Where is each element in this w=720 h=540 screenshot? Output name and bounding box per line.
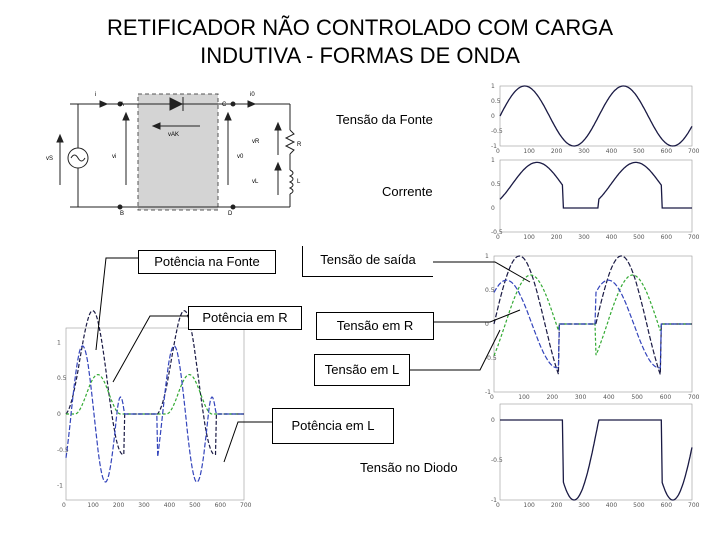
y-tick-label: 0 (491, 205, 495, 212)
circuit-label-i: i (95, 92, 97, 98)
y-tick-label: -1 (491, 143, 497, 150)
y-tick-label: -0.5 (491, 128, 503, 135)
x-tick-label: 400 (605, 502, 618, 509)
y-tick-label: 0 (491, 113, 495, 120)
x-tick-label: 700 (688, 502, 700, 509)
x-tick-label: 100 (518, 394, 530, 401)
x-tick-label: 500 (633, 148, 645, 155)
label-tensao-diodo: Tensão no Diodo (360, 460, 458, 475)
x-tick-label: 600 (660, 502, 673, 509)
resistor-icon (286, 130, 294, 154)
y-tick-label: -0.5 (491, 457, 503, 464)
circuit-label-b: B (120, 211, 125, 217)
y-tick-label: -1 (57, 482, 63, 490)
circuit-label-vak: vAK (168, 132, 180, 138)
circuit-label-C: C (222, 102, 227, 108)
y-tick-label: -1 (491, 497, 497, 504)
plot-frame (500, 160, 692, 232)
x-tick-label: 500 (633, 234, 645, 241)
label-potencia-l: Potência em L (272, 408, 394, 444)
label-tensao-l: Tensão em L (314, 354, 410, 386)
x-tick-label: 500 (631, 394, 643, 401)
x-tick-label: 600 (214, 502, 227, 509)
x-tick-label: 200 (546, 394, 559, 401)
circuit-label-r: R (297, 142, 302, 148)
x-tick-label: 200 (550, 502, 563, 509)
y-tick-label: 0.5 (485, 287, 495, 294)
label-tensao-fonte: Tensão da Fonte (336, 112, 433, 127)
x-tick-label: 700 (240, 502, 252, 509)
x-tick-label: 100 (523, 234, 535, 241)
x-tick-label: 600 (660, 234, 673, 241)
x-tick-label: 500 (633, 502, 645, 509)
x-tick-label: 0 (496, 234, 500, 241)
circuit-label-i0: i0 (250, 92, 255, 98)
title-line-2: INDUTIVA - FORMAS DE ONDA (200, 43, 520, 68)
x-tick-label: 300 (574, 394, 587, 401)
y-tick-label: 1 (57, 339, 61, 347)
circuit-label-d: D (228, 211, 233, 217)
y-tick-label: 0.5 (57, 375, 67, 383)
x-tick-label: 400 (605, 148, 618, 155)
x-tick-label: 300 (578, 234, 590, 241)
circuit-diagram (57, 94, 294, 210)
switch-block (138, 94, 218, 210)
y-tick-label: 1 (485, 253, 489, 260)
y-tick-label: 1 (491, 83, 495, 90)
label-tensao-r: Tensão em R (316, 312, 434, 340)
inductor-icon (290, 170, 293, 194)
y-tick-label: 0 (485, 321, 489, 328)
y-tick-label: 0.5 (491, 181, 501, 188)
x-tick-label: 0 (490, 394, 494, 401)
x-tick-label: 400 (163, 502, 176, 509)
label-potencia-fonte: Potência na Fonte (138, 250, 276, 274)
x-tick-label: 100 (87, 502, 99, 509)
x-tick-label: 700 (688, 148, 700, 155)
plot-tensao-diodo (491, 404, 700, 509)
x-tick-label: 600 (659, 394, 672, 401)
plot-corrente (491, 157, 700, 241)
x-tick-label: 500 (189, 502, 201, 509)
x-tick-label: 700 (688, 394, 700, 401)
x-tick-label: 0 (496, 502, 500, 509)
circuit-label-vs: vS (46, 156, 54, 162)
circuit-label-l: L (297, 179, 301, 185)
y-tick-label: -0.5 (491, 229, 503, 236)
x-tick-label: 100 (523, 502, 535, 509)
circuit-label-vl: vL (252, 179, 259, 185)
y-tick-label: 0 (57, 411, 61, 418)
x-tick-label: 0 (496, 148, 500, 155)
x-tick-label: 700 (688, 234, 700, 241)
y-tick-label: -1 (485, 389, 491, 396)
x-tick-label: 100 (523, 148, 535, 155)
x-tick-label: 200 (550, 148, 563, 155)
x-tick-label: 0 (62, 502, 66, 509)
y-tick-label: 0 (491, 417, 495, 424)
circuit-label-vr: vR (252, 139, 260, 145)
plot-tensao-fonte (491, 83, 700, 155)
circuit-label-vo: v0 (237, 154, 244, 160)
x-tick-label: 300 (578, 148, 590, 155)
title-line-1: RETIFICADOR NÃO CONTROLADO COM CARGA (106, 15, 614, 40)
y-tick-label: 0.5 (491, 98, 501, 105)
plot-potencia (57, 311, 252, 509)
x-tick-label: 600 (660, 148, 673, 155)
x-tick-label: 200 (112, 502, 125, 509)
x-tick-label: 400 (605, 234, 618, 241)
y-tick-label: -0.5 (485, 355, 497, 362)
x-tick-label: 300 (578, 502, 590, 509)
x-tick-label: 300 (138, 502, 150, 509)
y-tick-label: -0.5 (57, 446, 69, 454)
circuit-label-vi: vi (112, 154, 117, 160)
label-potencia-r: Potência em R (188, 306, 302, 330)
circuit-label-A: A (120, 102, 125, 108)
label-tensao-saida: Tensão de saída (302, 246, 433, 277)
x-tick-label: 400 (603, 394, 615, 401)
x-tick-label: 200 (550, 234, 563, 241)
label-corrente: Corrente (382, 184, 433, 199)
plot-frame (500, 86, 692, 146)
y-tick-label: 1 (491, 157, 495, 164)
